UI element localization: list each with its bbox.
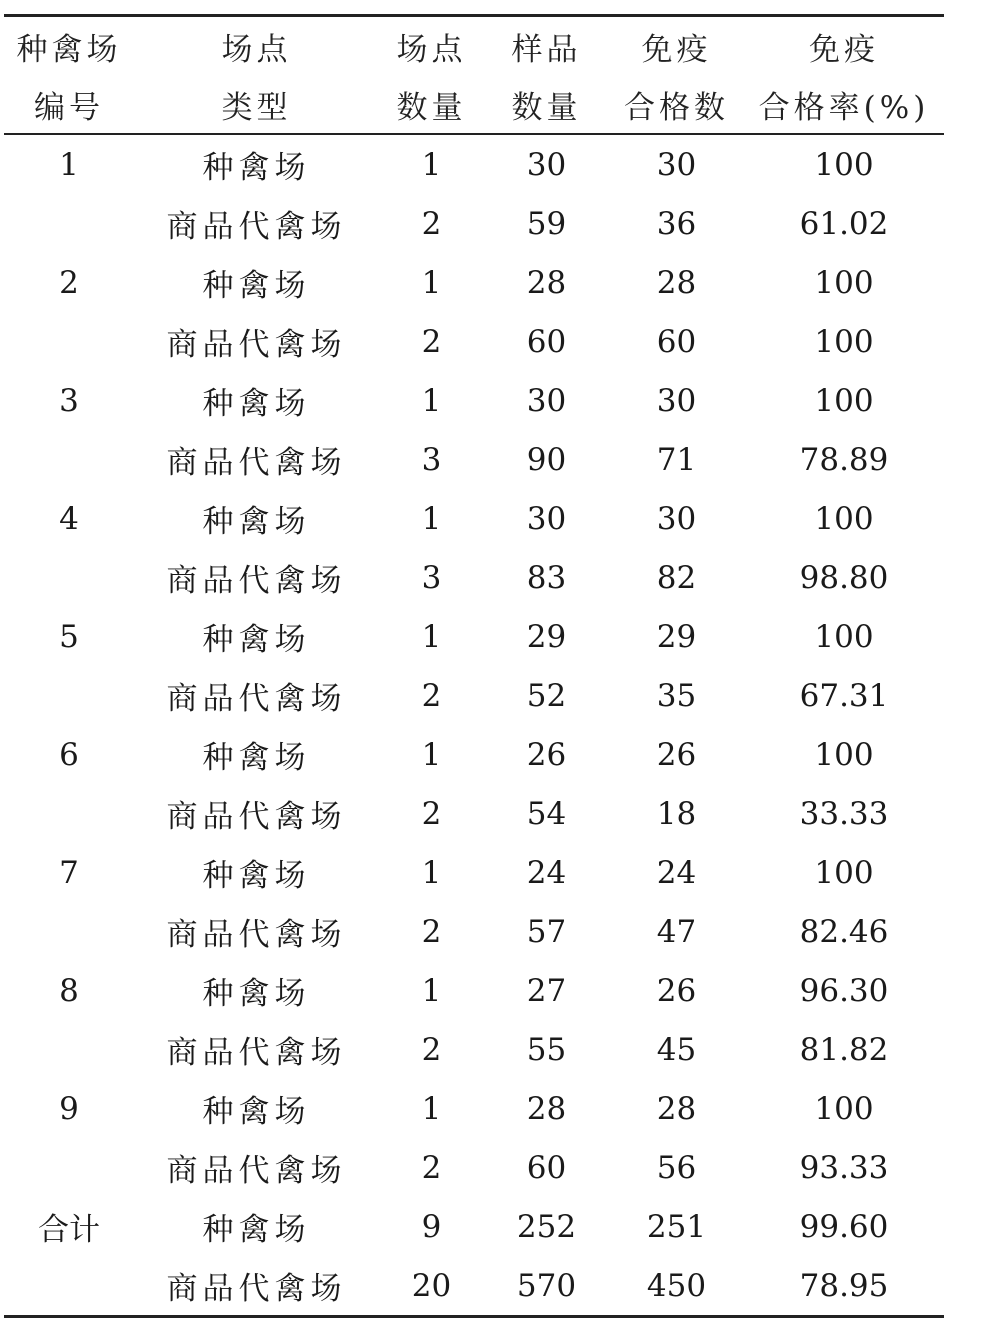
cell-qualified-count: 45 (656, 1031, 697, 1068)
cell-site-type: 种禽场 (202, 858, 311, 894)
table-row (4, 902, 944, 961)
table-row (4, 1138, 944, 1197)
header-site-count-line1: 场点 (379, 16, 484, 76)
cell-qualified-rate: 100 (814, 1090, 874, 1127)
cell-site-type: 商品代禽场 (166, 1035, 347, 1071)
cell-qualified-count: 26 (656, 736, 697, 773)
cell-sample-count: 29 (526, 618, 567, 655)
cell-sample-count: 27 (526, 972, 567, 1009)
cell-site-type: 种禽场 (202, 740, 311, 776)
cell-site-count: 3 (421, 559, 442, 596)
cell-sample-count: 83 (526, 559, 567, 596)
cell-sample-count: 26 (526, 736, 567, 773)
cell-qualified-rate: 100 (814, 854, 874, 891)
header-sample-count-line1: 样品 (484, 16, 609, 76)
cell-qualified-count: 35 (656, 677, 697, 714)
cell-site-type: 种禽场 (202, 976, 311, 1012)
cell-site-type: 商品代禽场 (166, 1153, 347, 1189)
cell-farm-id (4, 548, 134, 607)
cell-qualified-rate: 67.31 (799, 677, 889, 714)
table-row (4, 725, 944, 784)
table-row (4, 548, 944, 607)
cell-site-count: 2 (421, 205, 442, 242)
cell-sample-count: 28 (526, 1090, 567, 1127)
cell-sample-count: 24 (526, 854, 567, 891)
cell-farm-id (4, 1256, 134, 1317)
cell-qualified-rate: 100 (814, 500, 874, 537)
header-row-2 (4, 75, 944, 134)
cell-site-type: 种禽场 (202, 1094, 311, 1130)
immunization-table (4, 14, 944, 1318)
cell-farm-id (4, 902, 134, 961)
cell-site-type: 商品代禽场 (166, 563, 347, 599)
cell-qualified-rate: 100 (814, 618, 874, 655)
table-row (4, 666, 944, 725)
cell-site-count: 2 (421, 795, 442, 832)
cell-farm-id: 2 (59, 264, 79, 301)
cell-qualified-rate: 33.33 (799, 795, 889, 832)
cell-qualified-count: 251 (646, 1208, 707, 1245)
table-row (4, 312, 944, 371)
cell-site-type: 商品代禽场 (166, 445, 347, 481)
cell-qualified-count: 36 (656, 205, 697, 242)
table-row (4, 961, 944, 1020)
cell-farm-id (4, 784, 134, 843)
cell-farm-id (4, 1138, 134, 1197)
cell-sample-count: 30 (526, 146, 567, 183)
cell-qualified-rate: 78.95 (744, 1256, 944, 1317)
cell-site-type: 种禽场 (202, 504, 311, 540)
cell-site-count: 2 (421, 1031, 442, 1068)
cell-qualified-rate: 100 (814, 323, 874, 360)
cell-farm-id: 1 (59, 146, 79, 183)
cell-site-type: 种禽场 (202, 150, 311, 186)
table-row (4, 607, 944, 666)
cell-sample-count: 59 (526, 205, 567, 242)
cell-qualified-rate: 82.46 (799, 913, 889, 950)
cell-farm-id: 5 (59, 618, 79, 655)
cell-qualified-rate: 78.89 (799, 441, 889, 478)
table-row (4, 1079, 944, 1138)
cell-sample-count: 54 (526, 795, 567, 832)
cell-site-type: 种禽场 (202, 386, 311, 422)
header-qualified-count-line2: 合格数 (609, 75, 744, 134)
cell-site-type: 种禽场 (202, 1212, 311, 1248)
cell-site-type: 商品代禽场 (166, 327, 347, 363)
cell-qualified-count: 18 (656, 795, 697, 832)
cell-qualified-count: 28 (656, 264, 697, 301)
cell-qualified-count: 24 (656, 854, 697, 891)
cell-site-count: 1 (421, 972, 442, 1009)
table-row (4, 489, 944, 548)
header-farm-id-line1: 种禽场 (4, 16, 134, 76)
table-row (4, 1256, 944, 1317)
cell-site-count: 1 (421, 618, 442, 655)
cell-site-type: 种禽场 (202, 622, 311, 658)
table-row (4, 1020, 944, 1079)
cell-qualified-count: 82 (656, 559, 697, 596)
cell-farm-id (4, 1020, 134, 1079)
cell-site-count: 1 (421, 264, 442, 301)
cell-sample-count: 60 (526, 1149, 567, 1186)
header-qualified-count-line1: 免疫 (609, 16, 744, 76)
cell-site-count: 2 (421, 1149, 442, 1186)
cell-qualified-count: 71 (656, 441, 697, 478)
cell-qualified-rate: 81.82 (799, 1031, 889, 1068)
cell-sample-count: 52 (526, 677, 567, 714)
cell-farm-id (4, 666, 134, 725)
cell-sample-count: 30 (526, 500, 567, 537)
cell-qualified-rate: 100 (814, 264, 874, 301)
cell-site-count: 9 (421, 1208, 442, 1245)
cell-qualified-count: 30 (656, 146, 697, 183)
header-qualified-rate-line1: 免疫 (744, 16, 944, 76)
cell-site-count: 1 (421, 146, 442, 183)
table-row (4, 371, 944, 430)
cell-site-count: 1 (421, 500, 442, 537)
cell-site-count: 2 (421, 323, 442, 360)
table-row (4, 1197, 944, 1256)
cell-qualified-count: 26 (656, 972, 697, 1009)
table-body (4, 134, 944, 1317)
cell-farm-id (4, 430, 134, 489)
cell-site-type: 商品代禽场 (134, 1256, 379, 1317)
cell-farm-id: 合计 (38, 1212, 100, 1248)
cell-qualified-rate: 96.30 (799, 972, 889, 1009)
cell-qualified-count: 47 (656, 913, 697, 950)
data-table-container (4, 14, 944, 1318)
cell-site-count: 1 (421, 1090, 442, 1127)
cell-farm-id: 4 (59, 500, 79, 537)
cell-qualified-rate: 100 (814, 382, 874, 419)
cell-sample-count: 30 (526, 382, 567, 419)
header-site-count-line2: 数量 (379, 75, 484, 134)
cell-site-type: 商品代禽场 (166, 799, 347, 835)
cell-farm-id (4, 312, 134, 371)
cell-site-type: 种禽场 (202, 268, 311, 304)
cell-site-count: 1 (421, 382, 442, 419)
cell-site-count: 3 (421, 441, 442, 478)
cell-qualified-rate: 99.60 (799, 1208, 889, 1245)
cell-site-count: 1 (421, 736, 442, 773)
cell-sample-count: 28 (526, 264, 567, 301)
cell-qualified-count: 60 (656, 323, 697, 360)
table-row (4, 430, 944, 489)
cell-site-type: 商品代禽场 (166, 917, 347, 953)
table-row (4, 253, 944, 312)
cell-sample-count: 252 (516, 1208, 577, 1245)
cell-site-count: 2 (421, 677, 442, 714)
cell-sample-count: 55 (526, 1031, 567, 1068)
cell-site-type: 商品代禽场 (166, 681, 347, 717)
cell-qualified-count: 450 (609, 1256, 744, 1317)
header-qualified-rate-line2: 合格率(%) (744, 75, 944, 134)
table-row (4, 194, 944, 253)
cell-sample-count: 60 (526, 323, 567, 360)
cell-qualified-rate: 100 (814, 146, 874, 183)
cell-qualified-rate: 61.02 (799, 205, 889, 242)
cell-site-count: 20 (379, 1256, 484, 1317)
table-row (4, 134, 944, 194)
cell-qualified-count: 29 (656, 618, 697, 655)
cell-farm-id (4, 194, 134, 253)
cell-qualified-count: 30 (656, 382, 697, 419)
cell-qualified-rate: 100 (814, 736, 874, 773)
cell-farm-id: 3 (59, 382, 79, 419)
header-farm-id-line2: 编号 (4, 75, 134, 134)
cell-qualified-count: 28 (656, 1090, 697, 1127)
cell-site-count: 2 (421, 913, 442, 950)
table-row (4, 784, 944, 843)
table-row (4, 843, 944, 902)
cell-sample-count: 57 (526, 913, 567, 950)
cell-farm-id: 6 (59, 736, 79, 773)
cell-farm-id: 7 (59, 854, 79, 891)
cell-qualified-count: 30 (656, 500, 697, 537)
cell-qualified-count: 56 (656, 1149, 697, 1186)
cell-sample-count: 570 (484, 1256, 609, 1317)
header-sample-count-line2: 数量 (484, 75, 609, 134)
header-row-1 (4, 16, 944, 76)
header-site-type-line1: 场点 (134, 16, 379, 76)
cell-qualified-rate: 98.80 (799, 559, 889, 596)
cell-qualified-rate: 93.33 (799, 1149, 889, 1186)
header-site-type-line2: 类型 (134, 75, 379, 134)
cell-site-type: 商品代禽场 (166, 209, 347, 245)
cell-farm-id: 8 (59, 972, 79, 1009)
cell-site-count: 1 (421, 854, 442, 891)
cell-sample-count: 90 (526, 441, 567, 478)
cell-farm-id: 9 (59, 1090, 79, 1127)
